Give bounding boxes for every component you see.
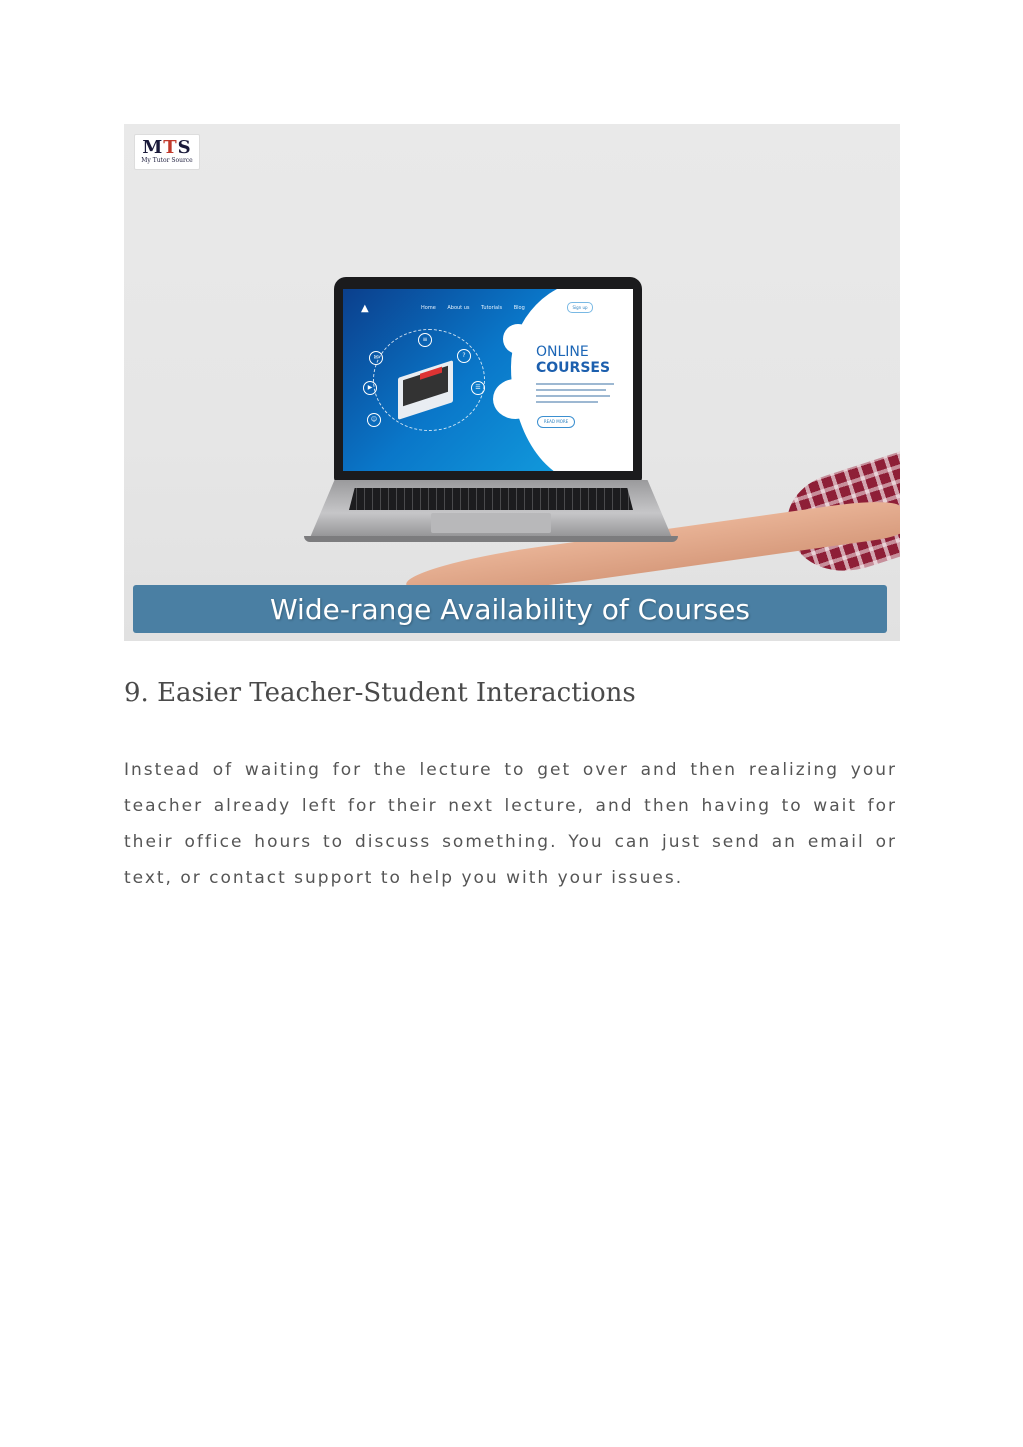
logo-subtitle: My Tutor Source <box>141 157 193 164</box>
screen-nav-item: Blog <box>513 305 525 311</box>
white-blob <box>493 379 538 419</box>
laptop-keyboard <box>349 488 633 510</box>
section-paragraph: Instead of waiting for the lecture to get over and then realizing your teacher already left for their next lecture, and then having to wait for their office hours to discuss something. You can just send an email or text, or contact support to help you with your issues. <box>124 760 897 888</box>
hero-image <box>124 124 900 641</box>
screen-nav <box>421 305 535 311</box>
caption-banner <box>133 585 887 633</box>
laptop-trackpad <box>431 513 551 533</box>
list-icon: ☰ <box>471 381 485 395</box>
section-heading: 9. Easier Teacher-Student Interactions <box>124 678 636 708</box>
document-icon: ≡ <box>418 333 432 347</box>
screen-nav-item: Tutorials <box>481 305 503 311</box>
logo-mark: MTS <box>142 137 192 158</box>
screen-signup-button: Sign up <box>567 302 593 313</box>
question-icon: ? <box>457 349 471 363</box>
chat-icon: ✉ <box>369 351 383 365</box>
laptop-edge <box>304 536 678 542</box>
white-blob <box>503 324 533 354</box>
screen-title-line2: COURSES <box>536 360 611 376</box>
screen-nav-item: Home <box>421 305 436 311</box>
graduation-cap-icon: ▲ <box>361 303 369 314</box>
white-blob <box>511 289 633 471</box>
laptop-base <box>309 480 673 540</box>
laptop-screen <box>343 289 633 471</box>
users-icon: ☺ <box>367 413 381 427</box>
screen-nav-item: About us <box>447 305 470 311</box>
screen-title-line1: ONLINE <box>536 344 589 360</box>
laptop-lid <box>334 277 642 482</box>
screen-placeholder-text <box>536 383 614 407</box>
screen-read-more-button: READ MORE <box>537 416 575 428</box>
mts-logo <box>134 134 200 170</box>
play-icon: ▶ <box>363 381 377 395</box>
banner-text: Wide-range Availability of Courses <box>269 592 751 626</box>
